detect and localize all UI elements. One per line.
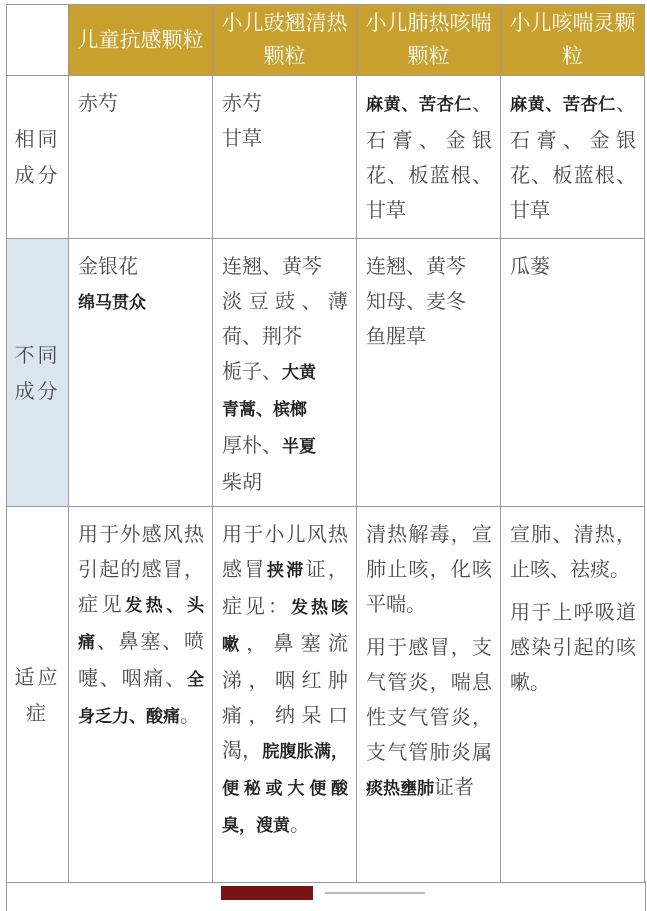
text-run: 、石膏、金银花、板蓝根、甘草 <box>366 91 492 222</box>
row-label-same: 相同成分 <box>7 76 69 239</box>
emphasized-text: 大黄 青蒿、槟榔 <box>222 363 316 420</box>
emphasized-text: 全身乏力、酸痛 <box>78 670 204 727</box>
row-indications <box>7 507 645 883</box>
row-label-different: 不同成分 <box>7 239 69 507</box>
text-run: 用于感冒，支气管炎，喘息性支气管炎，支气管肺炎属 <box>366 635 492 764</box>
footer-line <box>325 892 425 894</box>
text-run: 证者 <box>434 775 474 799</box>
text-run: 、石膏、金银花、板蓝根、甘草 <box>510 91 636 222</box>
emphasized-text: 绵马贯众 <box>78 293 146 313</box>
row-different-ingredients <box>7 239 645 507</box>
cell-ind-3-para-1 <box>366 517 492 622</box>
text-run: 用于小儿风热感冒 <box>222 522 348 581</box>
cell-diff-2 <box>213 239 357 507</box>
cell-ind-4 <box>501 507 645 883</box>
emphasized-text: 痰热壅肺 <box>366 779 434 799</box>
cell-ind-4-para-2 <box>510 595 636 700</box>
header-col-2: 小儿豉翘清热颗粒 <box>213 5 357 76</box>
header-col-1: 儿童抗感颗粒 <box>69 5 213 76</box>
cell-ind-2 <box>213 507 357 883</box>
text-run: 证，症见： <box>222 557 349 618</box>
text-run: 、鼻塞、喷嚏、咽痛、 <box>78 629 205 690</box>
text-run: ，鼻塞流涕，咽红肿痛，纳呆口渴， <box>222 631 348 762</box>
cell-same-1 <box>69 76 213 239</box>
text-run: 宣肺、清热，止咳、祛痰。 <box>510 522 636 581</box>
cell-diff-3 <box>357 239 501 507</box>
header-row <box>7 5 645 76</box>
emphasized-text: 发热、头痛 <box>78 596 205 653</box>
text-run: 清热解毒，宣肺止咳，化咳平喘。 <box>366 522 492 616</box>
emphasized-text: 麻黄、苦杏仁 <box>510 95 616 115</box>
cell-same-2 <box>213 76 357 239</box>
cell-ind-4-para-1 <box>510 517 636 587</box>
comparison-table <box>6 4 645 883</box>
header-col-4: 小儿咳喘灵颗粒 <box>501 5 645 76</box>
text-run: 。 <box>180 703 200 727</box>
cell-same-3 <box>357 76 501 239</box>
text-run: 。 <box>290 812 310 836</box>
row-same-ingredients <box>7 76 645 239</box>
corner-cell <box>7 5 69 76</box>
emphasized-text: 脘腹胀满，便秘或大便酸臭，溲黄 <box>222 742 349 836</box>
text-run: 柴胡 <box>222 470 262 494</box>
text-run: 用于外感风热引起的感冒，症见 <box>78 522 204 616</box>
text-run: 连翘、黄芩 知母、麦冬 鱼腥草 <box>366 254 466 348</box>
cell-ind-1 <box>69 507 213 883</box>
emphasized-text: 半夏 <box>282 437 316 457</box>
header-col-3: 小儿肺热咳喘颗粒 <box>357 5 501 76</box>
emphasized-text: 麻黄、苦杏仁 <box>366 95 472 115</box>
cell-same-4 <box>501 76 645 239</box>
text-run: 连翘、黄芩 淡豆豉、薄荷、荆芥 栀子、 <box>222 254 348 383</box>
row-label-indications: 适应症 <box>7 507 69 883</box>
text-run: 瓜蒌 <box>510 254 550 278</box>
cell-diff-1 <box>69 239 213 507</box>
text-run: 赤芍 <box>78 91 118 115</box>
text-run: 用于上呼吸道感染引起的咳嗽。 <box>510 600 636 694</box>
cell-ind-3 <box>357 507 501 883</box>
emphasized-text: 挟滞 <box>266 561 306 581</box>
emphasized-text: 发热咳嗽 <box>222 598 348 655</box>
text-run: 厚朴、 <box>222 433 282 457</box>
cell-diff-4 <box>501 239 645 507</box>
table-footer <box>6 881 646 911</box>
cell-ind-3-para-2 <box>366 630 492 807</box>
text-run: 金银花 <box>78 254 138 278</box>
text-run: 赤芍 甘草 <box>222 91 262 150</box>
